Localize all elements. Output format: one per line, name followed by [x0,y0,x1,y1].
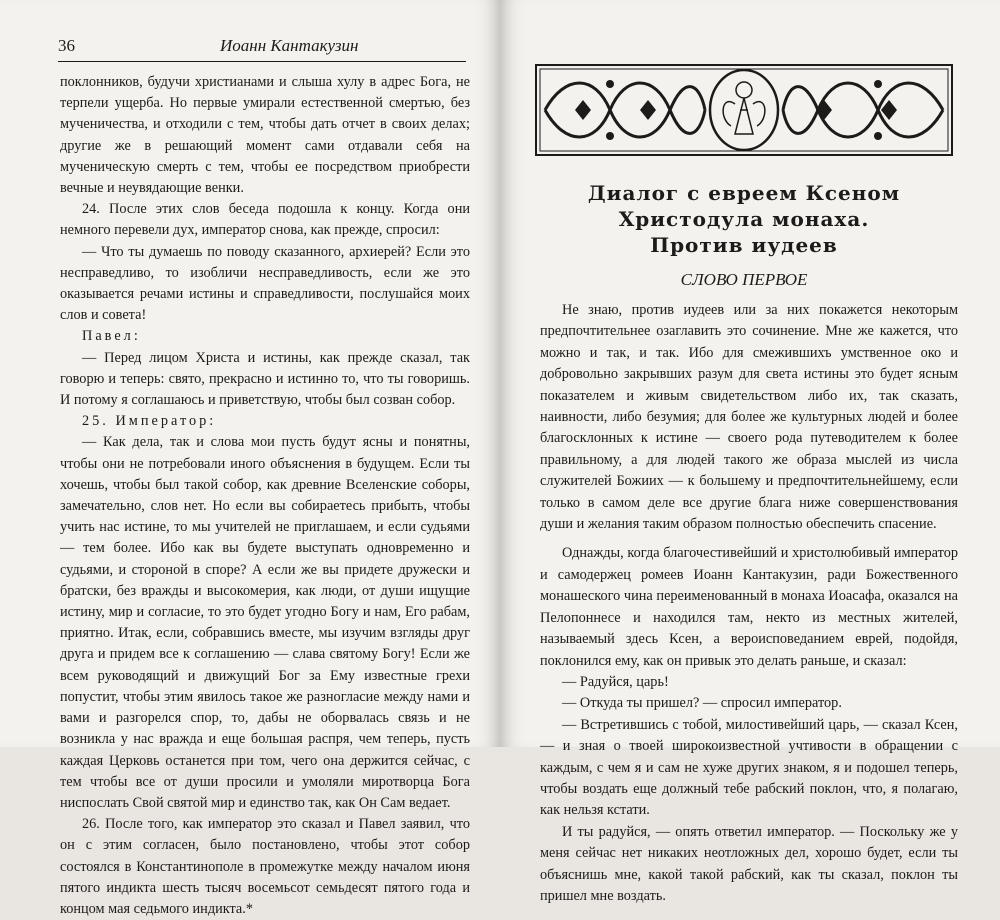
paragraph: 25. Император: [82,413,217,430]
chapter-subheading: СЛОВО ПЕРВОЕ [680,270,808,289]
paragraph: 26. После того, как император это сказал и Павел заявил, что он с этим согласен, было постановлено, чтобы этот собор состоялся в Константинополе в промежутке между началом июня пятого индикта шесть тысяч восемьсот семьдесят пятого года и концом мая седьмого индикта.* [60,816,470,917]
paragraph: Однажды, когда благочестивейший и христолюбивый император и самодержец ромеев Иоанн Кантакузин, ради Божественного монашеского чина переименованный в монаха Иоасафа, оказался на Пелопоннесе и находился там, некто из местных жителей, называемый здесь Ксен, а вероисповеданием еврей, подойдя, поклонился ему, как он привык это делать раньше, и сказал: [540,545,958,669]
paragraph: — Откуда ты пришел? — спросил император. [562,695,842,712]
running-head [58,36,468,58]
paragraph: Не знаю, против иудеев или за них покажется некоторым предпочтительнее озаглавить это сочинение. Мне же кажется, что можно и так, и так. Ибо для смежившихъ умственное око и добровольно закрывших разум для света истины это будет ясным показателем и живым свидетельством либо их, так сказать, наивности, либо безумия; для более же культурных людей и более благосклонных к истине — своего рода путеводителем к более правильному, а для людей такого же образа мыслей из числа служителей Божиих — к большему и предпочтительнейшему, если только в самом деле все другие блага ниже совершенствования души и желания таким образом полностью обеспечить спасение. [540,302,958,533]
right-body-text [540,300,958,907]
paragraph: И ты радуйся, — опять ответил император. — Поскольку же у меня сейчас нет никаких неотложных дел, хорошо будет, если ты объяснишь мне, какой такой рабский, как ты сказал, поклон ты пришел мне воздать. [540,823,958,904]
paragraph: 24. После этих слов беседа подошла к концу. Когда они немного перевели дух, император снова, как прежде, спросил: [60,201,470,239]
heading-line-3: Против иудеев [650,233,838,257]
heading-line-1: Диалог с евреем Ксеном [587,181,901,205]
paragraph: — Как дела, так и слова мои пусть будут ясны и понятны, чтобы они не потребовали иного объяснения в будущем. Если ты хочешь, чтобы был такой собор, как древние Вселенские соборы, замечательно, слов нет. Но если вы собираетесь прибыть, чтобы учить нас истине, то мы учителей не приглашаем, и если судьями — тем более. Ибо как вы будете выступать одновременно и судьями, и стороной в споре? А если же вы придете дружески и братски, без вражды и высокомерия, как люди, от души ищущие истину, мир и согласие, то это будет угодно Богу и нам, Его рабам, приятно. Итак, если, собравшись вместе, мы изучим взгляды друг друга и придем все к соглашению — слава святому Богу! Если же всем руководящий и движущий Бог за Ему известные грехи попустит, чтобы этим явилось такое же разногласие между нами и вами и разгорелся спор, то, дабы не оборвалась связь и не возникла у нас вражда и еще большая распря, чем теперь, пусть каждая Церковь останется при том, чего она держится сейчас, с тем чтобы все от души просили и умоляли миротворца Бога ниспослать Свой святой мир и единство так, как Он Сам ведает. [60,434,470,811]
page-number: 36 [58,36,75,55]
paragraph: Павел: [82,328,141,345]
chapter-heading [540,180,948,258]
paragraph: поклонников, будучи христианами и слыша хулу в адрес Бога, не терпели ущерба. Но первые умирали естественной смертью, без мученичества, и отходили с тем, чтобы дать отчет в своих делах; другие же в решающий момент сами отдавали себя на мученическую смерть с тем, чтобы ее посредством приобрести вечные и неувядающие венки. [60,74,470,197]
paragraph: — Что ты думаешь по поводу сказанного, архиерей? Если это несправедливо, то изобличи несправедливость, если же это оказывается речами истины и справедливости, послушайся моих слов и совета! [60,243,470,324]
heading-line-2: Христодула монаха. [618,207,870,231]
paragraph: — Встретившись с тобой, милостивейший царь, — сказал Ксен, — и зная о твоей широкоизвестной учтивости в обращении с каждым, с чем я и сам не хуже других знаком, я и подошел теперь, чтобы воздать еще должный тебе рабский поклон, что, я полагаю, как нельзя кстати. [540,716,958,819]
angel-ornament [535,64,953,156]
left-body-text [60,72,470,920]
paragraph: — Перед лицом Христа и истины, как прежде сказал, так говорю и теперь: свято, прекрасно и истинно то, что ты говоришь. И потому я соглашаюсь и приветствую, чтобы был созван собор. [60,349,470,409]
running-title: Иоанн Кантакузин [220,36,359,55]
header-rule [58,61,466,62]
paragraph: — Радуйся, царь! [562,673,669,690]
